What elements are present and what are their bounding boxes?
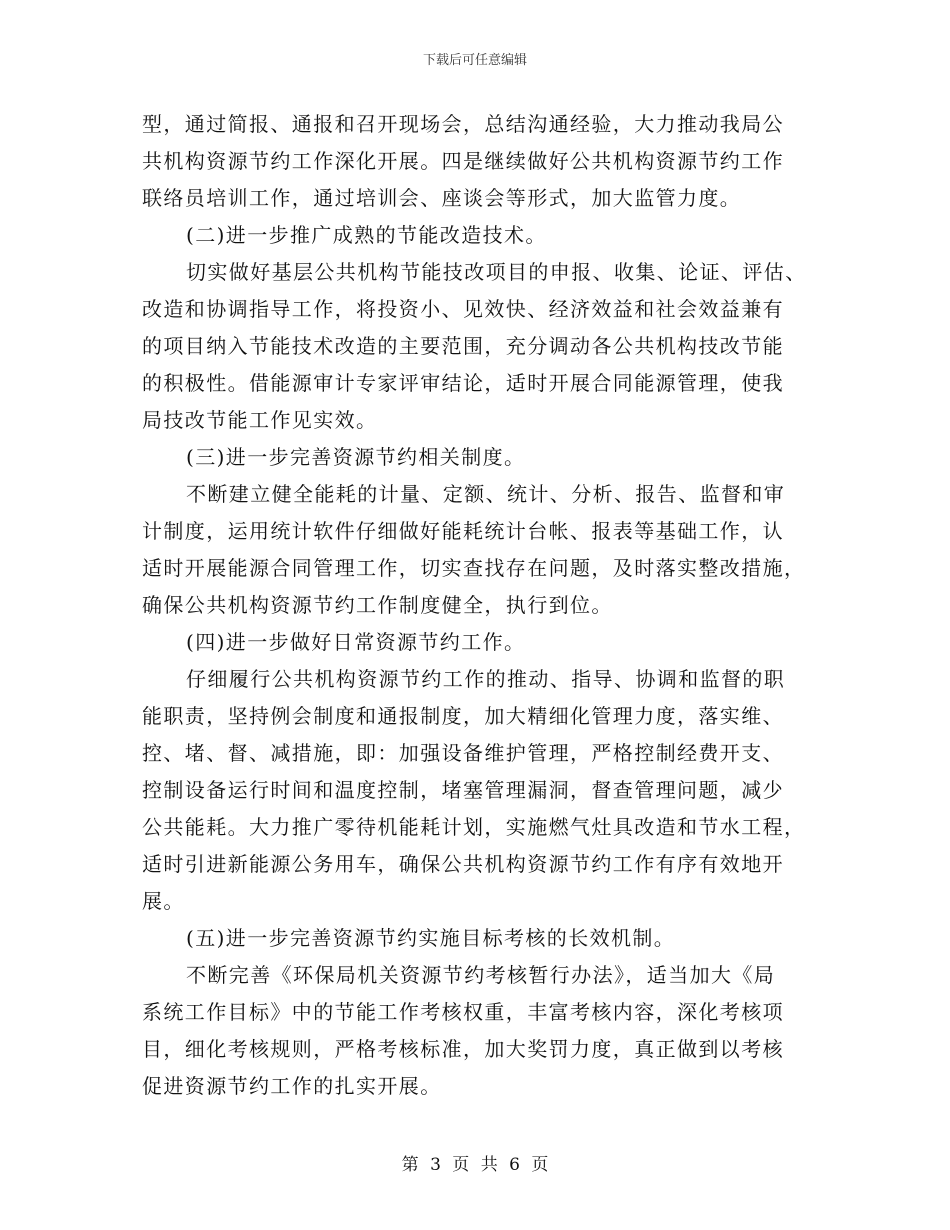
text-line: 目，细化考核规则，严格考核标准，加大奖罚力度，真正做到以考核 (142, 1037, 784, 1061)
text-line: 适时引进新能源公务用车，确保公共机构资源节约工作有序有效地开 (142, 852, 784, 876)
text-line: 不断建立健全能耗的计量、定额、统计、分析、报告、监督和审 (186, 482, 786, 506)
text-line: 不断完善《环保局机关资源节约考核暂行办法》，适当加大《局 (186, 963, 776, 987)
text-line: 适时开展能源合同管理工作，切实查找存在问题，及时落实整改措施， (142, 556, 806, 580)
text-line: 的项目纳入节能技术改造的主要范围，充分调动各公共机构技改节能 (142, 334, 784, 358)
document-body (142, 106, 822, 1105)
text-line: 确保公共机构资源节约工作制度健全，执行到位。 (142, 593, 613, 617)
page-header: 下载后可任意编辑 (422, 53, 527, 68)
text-line: 公共能耗。大力推广零待机能耗计划，实施燃气灶具改造和节水工程， (142, 815, 806, 839)
text-line: 控、堵、督、减措施，即：加强设备维护管理，严格控制经费开支、 (142, 741, 784, 765)
text-line: 系统工作目标》中的节能工作考核权重，丰富考核内容，深化考核项 (142, 1000, 784, 1024)
text-line: (二)进一步推广成熟的节能改造技术。 (186, 223, 547, 247)
text-line: 改造和协调指导工作，将投资小、见效快、经济效益和社会效益兼有 (142, 297, 784, 321)
page-footer: 第 3 页 共 6 页 (401, 1155, 549, 1175)
text-line: (五)进一步完善资源节约实施目标考核的长效机制。 (186, 926, 676, 950)
text-line: 型，通过简报、通报和召开现场会，总结沟通经验，大力推动我局公 (142, 112, 784, 136)
text-line: 计制度，运用统计软件仔细做好能耗统计台帐、报表等基础工作，认 (142, 519, 784, 543)
text-line: 展。 (142, 889, 185, 913)
text-line: 局技改节能工作见实效。 (142, 408, 378, 432)
text-line: 控制设备运行时间和温度控制，堵塞管理漏洞，督查管理问题，减少 (142, 778, 784, 802)
text-line: (四)进一步做好日常资源节约工作。 (186, 630, 526, 654)
text-line: (三)进一步完善资源节约相关制度。 (186, 445, 526, 469)
text-line: 联络员培训工作，通过培训会、座谈会等形式，加大监管力度。 (142, 186, 742, 210)
text-line: 切实做好基层公共机构节能技改项目的申报、收集、论证、评估、 (186, 260, 807, 284)
text-line: 仔细履行公共机构资源节约工作的推动、指导、协调和监督的职 (186, 667, 786, 691)
text-line: 能职责，坚持例会制度和通报制度，加大精细化管理力度，落实维、 (142, 704, 784, 728)
text-line: 共机构资源节约工作深化开展。四是继续做好公共机构资源节约工作 (142, 149, 784, 173)
text-line: 的积极性。借能源审计专家评审结论，适时开展合同能源管理，使我 (142, 371, 784, 395)
text-line: 促进资源节约工作的扎实开展。 (142, 1074, 442, 1098)
